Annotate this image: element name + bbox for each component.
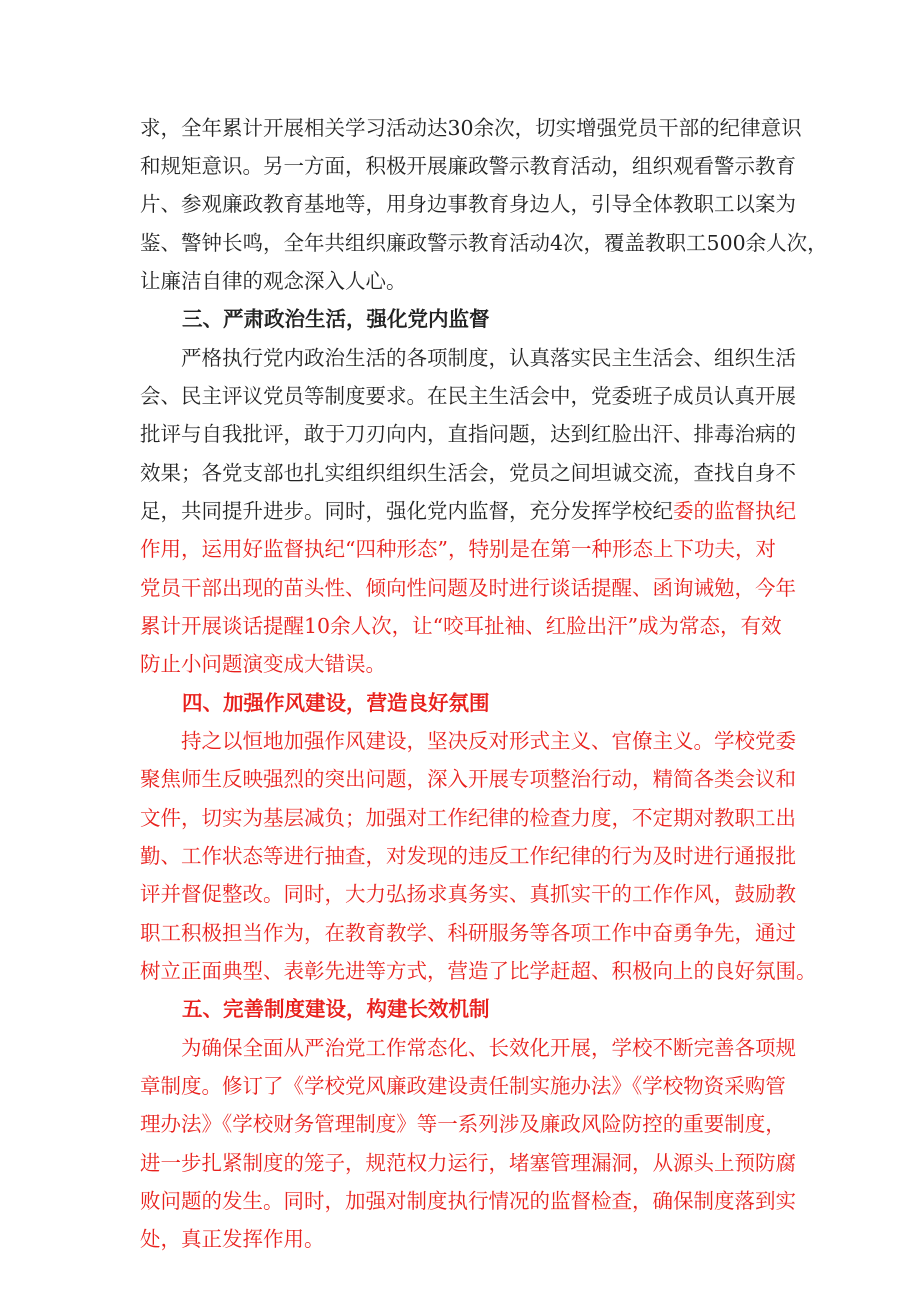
paragraph-line: 让廉洁自律的观念深入人心。 bbox=[140, 269, 407, 293]
highlighted-paragraph-line: 处，真正发挥作用。 bbox=[140, 1227, 325, 1251]
highlighted-paragraph-line: 文件，切实为基层减负；加强对工作纪律的检查力度，不定期对教职工出 bbox=[140, 806, 796, 830]
highlighted-paragraph-line: 树立正面典型、表彰先进等方式，营造了比学赶超、积极向上的良好氛围。 bbox=[140, 959, 817, 983]
paragraph-line: 批评与自我批评，敢于刀刃向内，直指问题，达到红脸出汗、排毒治病的 bbox=[140, 422, 796, 446]
paragraph-line: 求，全年累计开展相关学习活动达30余次，切实增强党员干部的纪律意识 bbox=[140, 116, 802, 140]
paragraph-line: 严格执行党内政治生活的各项制度，认真落实民主生活会、组织生活 bbox=[181, 346, 796, 370]
text-span: 足，共同提升进步。同时，强化党内监督，充分发挥学校纪 bbox=[140, 499, 673, 523]
highlighted-paragraph-line: 持之以恒地加强作风建设，坚决反对形式主义、官僚主义。学校党委 bbox=[181, 729, 796, 753]
highlighted-paragraph-line: 党员干部出现的苗头性、倾向性问题及时进行谈话提醒、函询诫勉，今年 bbox=[140, 576, 796, 600]
paragraph-line-mixed bbox=[140, 492, 796, 530]
highlighted-paragraph-line: 理办法》《学校财务管理制度》等一系列涉及廉政风险防控的重要制度， bbox=[140, 1112, 786, 1136]
paragraph-line: 会、民主评议党员等制度要求。在民主生活会中，党委班子成员认真开展 bbox=[140, 384, 796, 408]
highlighted-paragraph-line: 累计开展谈话提醒10余人次，让“咬耳扯袖、红脸出汗”成为常态，有效 bbox=[140, 614, 782, 638]
highlighted-paragraph-line: 为确保全面从严治党工作常态化、长效化开展，学校不断完善各项规 bbox=[181, 1036, 796, 1060]
highlighted-paragraph-line: 章制度。修订了《学校党风廉政建设责任制实施办法》《学校物资采购管 bbox=[140, 1074, 786, 1098]
section-heading: 五、完善制度建设，构建长效机制 bbox=[182, 997, 490, 1021]
section-heading: 四、加强作风建设，营造良好氛围 bbox=[182, 691, 490, 715]
highlighted-paragraph-line: 评并督促整改。同时，大力弘扬求真务实、真抓实干的工作作风，鼓励教 bbox=[140, 882, 796, 906]
paragraph-line: 效果；各党支部也扎实组织组织生活会，党员之间坦诚交流，查找自身不 bbox=[140, 461, 796, 485]
paragraph-line: 和规矩意识。另一方面，积极开展廉政警示教育活动，组织观看警示教育 bbox=[140, 154, 796, 178]
paragraph-line: 鉴、警钟长鸣，全年共组织廉政警示教育活动4次，覆盖教职工500余人次， bbox=[140, 231, 828, 255]
highlighted-paragraph-line: 防止小问题演变成大错误。 bbox=[140, 652, 386, 676]
highlighted-paragraph-line: 进一步扎紧制度的笼子，规范权力运行，堵塞管理漏洞，从源头上预防腐 bbox=[140, 1151, 796, 1175]
highlighted-text-span: 委的监督执纪 bbox=[673, 499, 796, 523]
highlighted-paragraph-line: 聚焦师生反映强烈的突出问题，深入开展专项整治行动，精简各类会议和 bbox=[140, 767, 796, 791]
highlighted-paragraph-line: 勤、工作状态等进行抽查，对发现的违反工作纪律的行为及时进行通报批 bbox=[140, 844, 796, 868]
paragraph-line: 片、参观廉政教育基地等，用身边事教育身边人，引导全体教职工以案为 bbox=[140, 192, 796, 216]
highlighted-paragraph-line: 作用，运用好监督执纪“四种形态”，特别是在第一种形态上下功夫，对 bbox=[140, 537, 776, 561]
highlighted-paragraph-line: 败问题的发生。同时，加强对制度执行情况的监督检查，确保制度落到实 bbox=[140, 1189, 796, 1213]
section-heading: 三、严肃政治生活，强化党内监督 bbox=[182, 307, 490, 331]
highlighted-paragraph-line: 职工积极担当作为，在教育教学、科研服务等各项工作中奋勇争先，通过 bbox=[140, 921, 796, 945]
